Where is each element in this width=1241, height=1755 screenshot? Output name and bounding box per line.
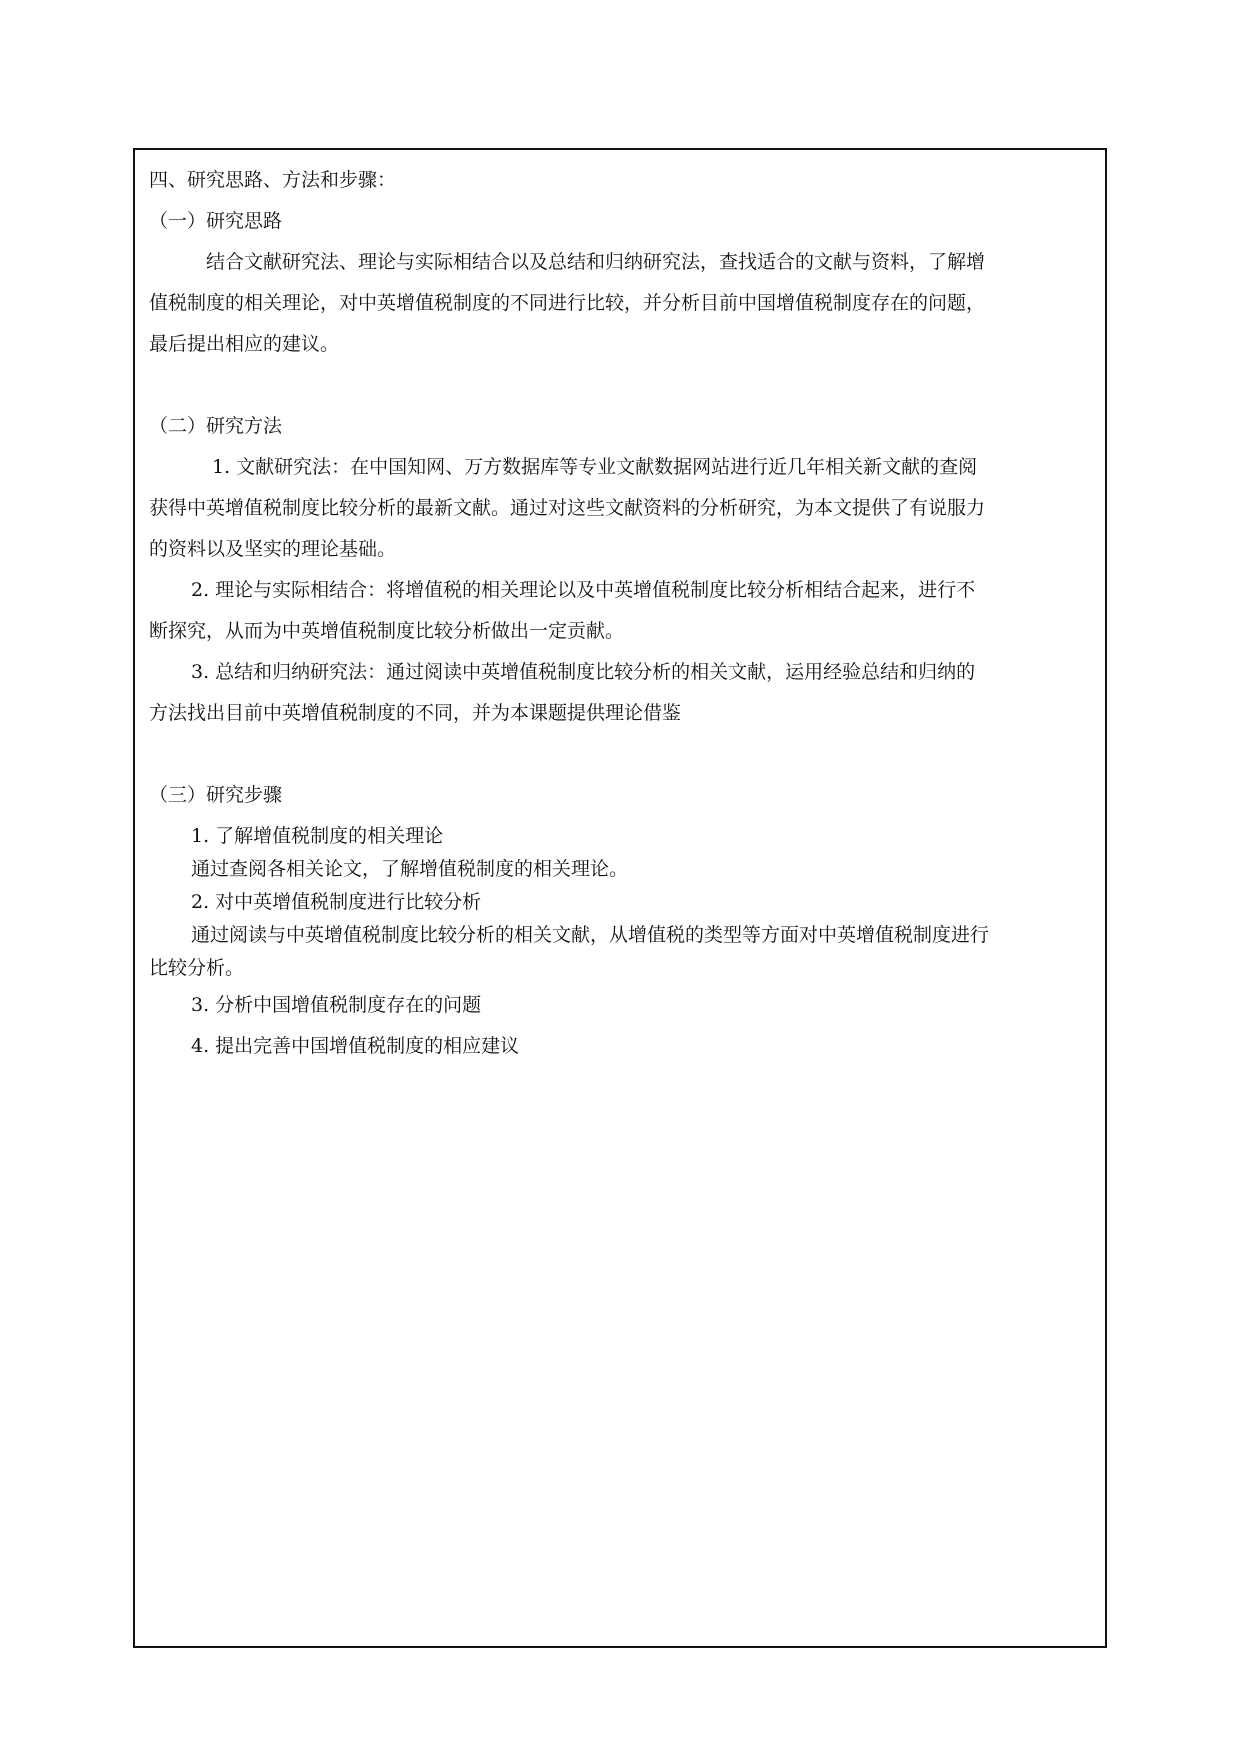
step-2-body: 比较分析。 — [149, 957, 245, 979]
method-1-line: 获得中英增值税制度比较分析的最新文献。通过对这些文献资料的分析研究，为本文提供了有说服力 — [149, 497, 986, 519]
method-3-line: 方法找出目前中英增值税制度的不同，并为本课题提供理论借鉴 — [149, 702, 682, 724]
spacer — [149, 365, 1099, 406]
steps-heading: （三）研究步骤 — [149, 784, 283, 806]
idea-heading: （一）研究思路 — [149, 210, 283, 232]
step-1-title: 1. 了解增值税制度的相关理论 — [191, 825, 444, 847]
idea-paragraph-line: 值税制度的相关理论，对中英增值税制度的不同进行比较，并分析目前中国增值税制度存在的问题， — [149, 292, 986, 314]
idea-paragraph-line: 结合文献研究法、理论与实际相结合以及总结和归纳研究法，查找适合的文献与资料，了解增 — [206, 251, 986, 273]
method-1-line: 的资料以及坚实的理论基础。 — [149, 538, 397, 560]
method-2-line: 断探究，从而为中英增值税制度比较分析做出一定贡献。 — [149, 620, 625, 642]
section-title: 四、研究思路、方法和步骤： — [149, 169, 397, 191]
method-2-line: 2. 理论与实际相结合：将增值税的相关理论以及中英增值税制度比较分析相结合起来，进行不 — [191, 579, 976, 601]
step-4-title: 4. 提出完善中国增值税制度的相应建议 — [191, 1035, 520, 1057]
step-2-title: 2. 对中英增值税制度进行比较分析 — [191, 891, 482, 913]
method-1-line: 1. 文献研究法：在中国知网、万方数据库等专业文献数据网站进行近几年相关新文献的查阅 — [212, 456, 978, 478]
step-1-body: 通过查阅各相关论文，了解增值税制度的相关理论。 — [191, 858, 629, 880]
idea-paragraph-line: 最后提出相应的建议。 — [149, 333, 340, 355]
steps-list — [149, 820, 1099, 1067]
spacer — [149, 734, 1099, 775]
document-frame — [133, 148, 1107, 1648]
step-3-title: 3. 分析中国增值税制度存在的问题 — [191, 994, 482, 1016]
method-3-line: 3. 总结和归纳研究法：通过阅读中英增值税制度比较分析的相关文献，运用经验总结和归纳的 — [191, 661, 976, 683]
step-2-body: 通过阅读与中英增值税制度比较分析的相关文献，从增值税的类型等方面对中英增值税制度进行 — [191, 924, 990, 946]
document-content — [149, 160, 1099, 1067]
methods-heading: （二）研究方法 — [149, 415, 283, 437]
